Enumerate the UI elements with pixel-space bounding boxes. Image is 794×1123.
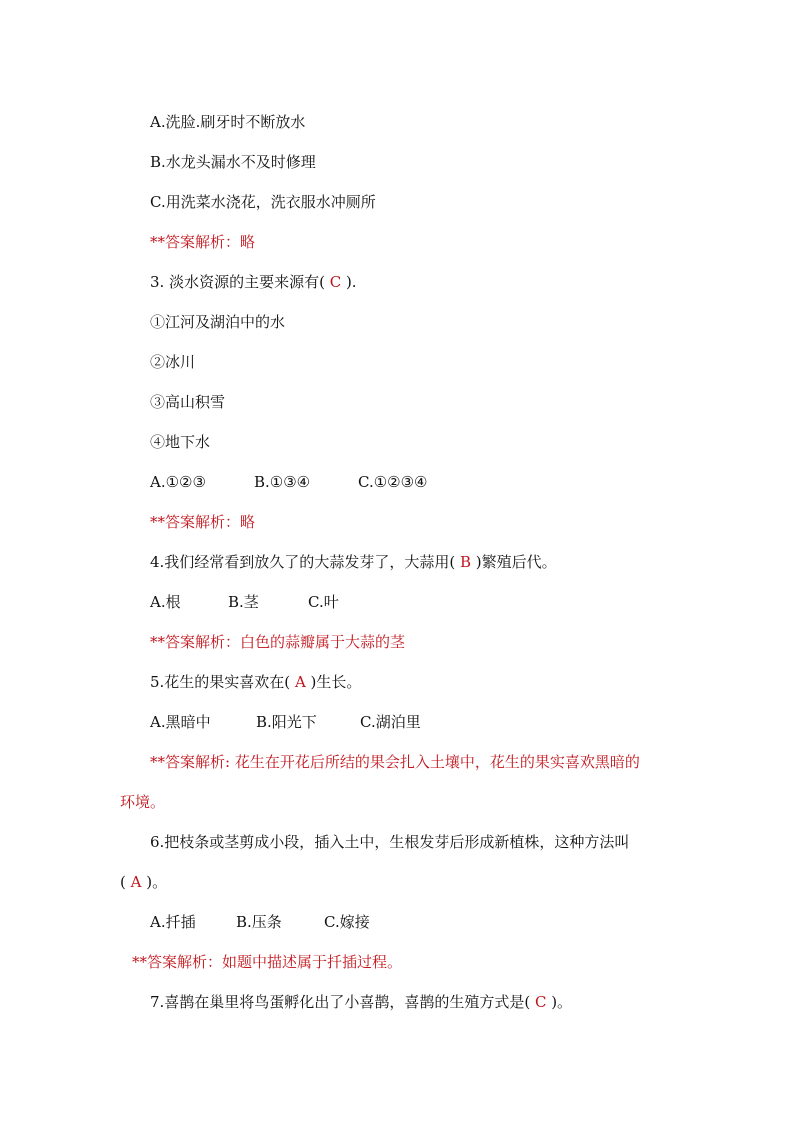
q6-stem-line-2 xyxy=(120,872,167,892)
q4-option-b: B.茎 xyxy=(228,593,259,611)
q6-option-b: B.压条 xyxy=(236,913,282,931)
q3-option-a: A.①②③ xyxy=(150,473,206,491)
q3-stem-end: ). xyxy=(341,273,357,291)
q5-stem-text: 5.花生的果实喜欢在( xyxy=(150,673,291,691)
q2-option-a: A.洗脸.刷牙时不断放水 xyxy=(150,113,306,131)
q4-stem-text: 4.我们经常看到放久了的大蒜发芽了，大蒜用( xyxy=(150,553,456,571)
q4-option-a: A.根 xyxy=(150,593,181,611)
q4-option-c: C.叶 xyxy=(308,593,339,611)
q3-stem xyxy=(150,272,357,292)
q2-option-c: C.用洗菜水浇花，洗衣服水冲厕所 xyxy=(150,193,376,211)
q5-option-b: B.阳光下 xyxy=(256,713,317,731)
q6-option-a: A.扦插 xyxy=(150,913,196,931)
q3-option-b: B.①③④ xyxy=(254,473,311,491)
q5-options xyxy=(150,712,421,732)
q6-option-c: C.嫁接 xyxy=(324,913,370,931)
q3-analysis: **答案解析：略 xyxy=(150,513,256,531)
q3-option-c: C.①②③④ xyxy=(358,473,428,491)
q6-answer: A xyxy=(130,873,142,891)
q5-option-c: C.湖泊里 xyxy=(360,713,421,731)
q7-stem xyxy=(150,992,572,1012)
q6-stem-end: )。 xyxy=(141,873,168,891)
q7-stem-text: 7.喜鹊在巢里将鸟蛋孵化出了小喜鹊，喜鹊的生殖方式是( xyxy=(150,993,535,1011)
q4-answer: B xyxy=(455,553,476,571)
q4-options xyxy=(150,592,339,612)
q5-option-a: A.黑暗中 xyxy=(150,713,211,731)
q3-item-3: ③高山积雪 xyxy=(150,393,226,411)
q6-stem-open: ( xyxy=(120,873,131,891)
q5-answer: A xyxy=(290,673,311,691)
q5-analysis-line-1: **答案解析: 花生在开花后所结的果会扎入土壤中，花生的果实喜欢黑暗的 xyxy=(150,753,640,771)
q3-item-4: ④地下水 xyxy=(150,433,211,451)
q2-analysis: **答案解析：略 xyxy=(150,233,256,251)
q6-options xyxy=(150,912,370,932)
q4-stem xyxy=(150,552,557,572)
q2-option-b: B.水龙头漏水不及时修理 xyxy=(150,153,316,171)
q5-stem xyxy=(150,672,361,692)
q3-options xyxy=(150,472,428,492)
q5-analysis-line-2: 环境。 xyxy=(120,793,166,811)
q4-analysis: **答案解析：白色的蒜瓣属于大蒜的茎 xyxy=(150,633,406,651)
q6-analysis: **答案解析：如题中描述属于扦插过程。 xyxy=(132,953,403,971)
q3-stem-text: 3. 淡水资源的主要来源有( xyxy=(150,273,330,291)
q3-item-1: ①江河及湖泊中的水 xyxy=(150,313,286,331)
q6-stem-line-1: 6.把枝条或茎剪成小段，插入土中，生根发芽后形成新植株，这种方法叫 xyxy=(150,833,630,851)
q4-stem-end: )繁殖后代。 xyxy=(475,553,557,571)
q5-stem-end: )生长。 xyxy=(310,673,362,691)
q7-stem-end: )。 xyxy=(546,993,573,1011)
q3-answer: C xyxy=(329,273,342,291)
q3-item-2: ②冰川 xyxy=(150,353,196,371)
q7-answer: C xyxy=(534,993,547,1011)
